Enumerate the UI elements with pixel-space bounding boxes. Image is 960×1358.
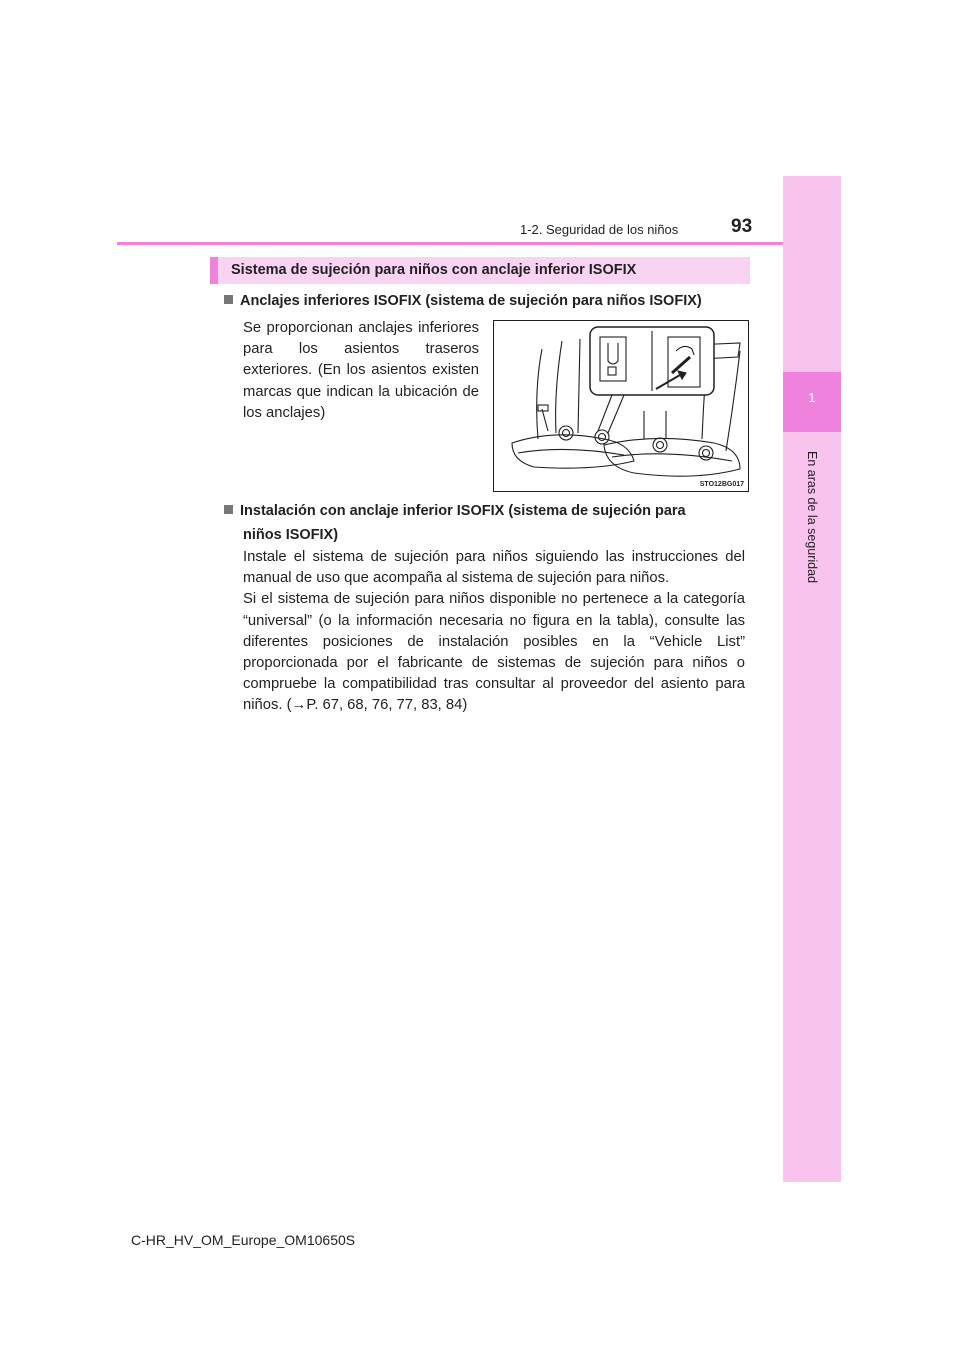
chapter-title: En aras de la seguridad	[805, 450, 819, 584]
chapter-side-tab	[783, 176, 841, 1182]
rear-seat-illustration	[494, 321, 748, 491]
chapter-number: 1	[808, 390, 816, 405]
bullet-square-icon	[224, 295, 233, 304]
banner-title: Sistema de sujeción para niños con anclaje inferior ISOFIX	[231, 262, 637, 278]
item-heading-isofix-installation-line2: niños ISOFIX)	[243, 527, 339, 543]
item-heading-text: Instalación con anclaje inferior ISOFIX (sistema de sujeción para	[240, 503, 686, 519]
item-heading-text: Anclajes inferiores ISOFIX (sistema de sujeción para niños ISOFIX)	[240, 293, 702, 309]
item-body-isofix-anchors: Se proporcionan anclajes inferiores para los asientos traseros exteriores. (En los asientos existen marcas que indican la ubicación de los anclajes)	[243, 320, 479, 421]
item-heading-isofix-anchors	[224, 289, 702, 313]
header-rule	[117, 242, 783, 245]
isofix-anchor-illustration	[493, 320, 749, 492]
item-body-isofix-installation	[243, 547, 745, 717]
document-code: C-HR_HV_OM_Europe_OM10650S	[131, 1232, 356, 1248]
section-banner	[210, 257, 750, 284]
item-body-paragraph: Si el sistema de sujeción para niños disponible no pertenece a la categoría “universal” (o la información necesaria no figura en la tabla), consulte las diferentes posiciones de instalación posibles en la “Vehicle List” proporcionada por el fabricante de sistemas de sujeción para niños o compruebe la compatibilidad tras consultar al proveedor del asiento para niños. (→P. 67, 68, 76, 77, 83, 84)	[243, 591, 745, 714]
section-title: 1-2. Seguridad de los niños	[520, 222, 679, 237]
bullet-square-icon	[224, 505, 233, 514]
figure-label: STO12BG017	[699, 481, 744, 488]
item-heading-isofix-installation	[224, 499, 686, 523]
page-number: 93	[731, 216, 753, 237]
item-body-paragraph: Instale el sistema de sujeción para niños siguiendo las instrucciones del manual de uso que acompaña al sistema de sujeción para niños.	[243, 549, 745, 587]
